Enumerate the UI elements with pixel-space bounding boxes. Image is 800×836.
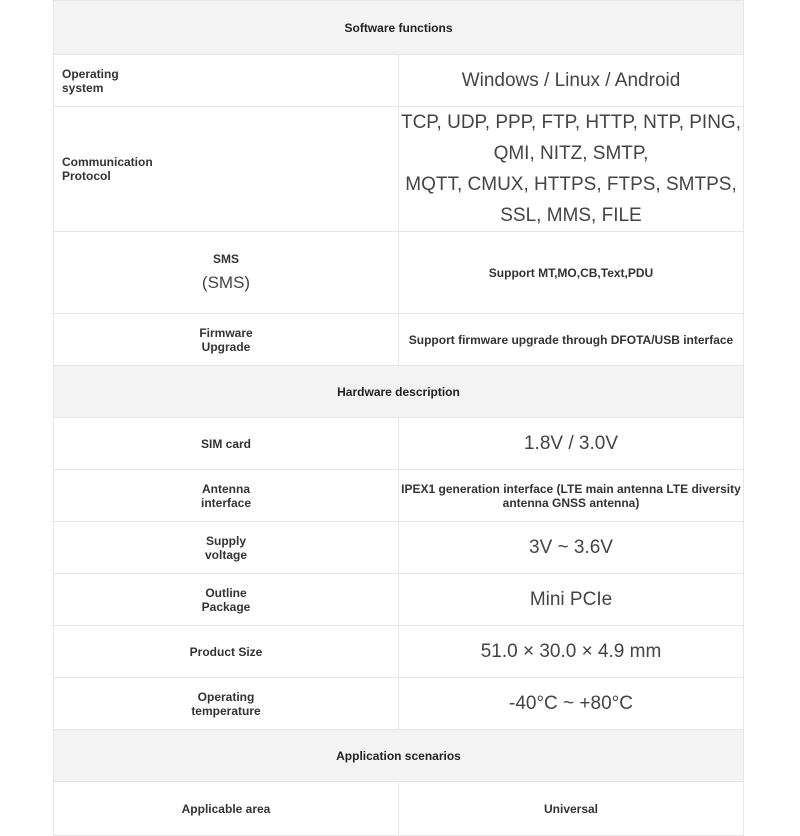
- label-line: Package: [201, 599, 251, 614]
- protocol-line: TCP, UDP, PPP, FTP, HTTP, NTP, PING, QMI, NITZ, SMTP,: [400, 112, 741, 164]
- label-line: Upgrade: [201, 339, 251, 354]
- row-value-operating-temperature: -40°C ~ +80°C: [399, 678, 744, 730]
- label-line: Antenna: [202, 481, 250, 496]
- row-product-size: [54, 626, 744, 678]
- row-label-sms: [54, 232, 399, 314]
- row-operating-temperature: [54, 678, 744, 730]
- row-sms: [54, 232, 744, 314]
- row-value-antenna-interface: IPEX1 generation interface (LTE main antenna LTE diversity antenna GNSS antenna): [399, 470, 744, 522]
- section-title-software: Software functions: [54, 1, 744, 55]
- label-line: Communication: [62, 155, 153, 169]
- row-value-communication-protocol: [399, 107, 744, 232]
- label-line: Outline: [205, 585, 247, 600]
- row-communication-protocol: [54, 107, 744, 232]
- section-title-application: Application scenarios: [54, 730, 744, 782]
- row-applicable-area: [54, 782, 744, 836]
- row-value-sim-card: 1.8V / 3.0V: [399, 418, 744, 470]
- row-value-operating-system: Windows / Linux / Android: [399, 55, 744, 107]
- section-header-hardware: [54, 366, 744, 418]
- label-line: SMS: [212, 251, 239, 266]
- label-line: Supply: [205, 533, 246, 548]
- row-value-outline-package: Mini PCIe: [399, 574, 744, 626]
- row-value-sms: Support MT,MO,CB,Text,PDU: [399, 232, 744, 314]
- section-header-software: [54, 1, 744, 55]
- row-label-antenna-interface: [54, 470, 399, 522]
- row-antenna-interface: [54, 470, 744, 522]
- row-label-product-size: Product Size: [54, 626, 399, 678]
- row-label-firmware-upgrade: [54, 314, 399, 366]
- row-outline-package: [54, 574, 744, 626]
- row-operating-system: [54, 55, 744, 107]
- row-label-supply-voltage: [54, 522, 399, 574]
- label-line: Firmware: [199, 325, 253, 340]
- label-line: Operating: [62, 66, 119, 81]
- label-line: system: [62, 80, 104, 95]
- row-label-operating-temperature: [54, 678, 399, 730]
- label-line: Protocol: [62, 169, 111, 183]
- label-sub: (SMS): [201, 272, 251, 292]
- label-line: Operating: [197, 689, 255, 704]
- section-title-hardware: Hardware description: [54, 366, 744, 418]
- row-value-firmware-upgrade: Support firmware upgrade through DFOTA/USB interface: [399, 314, 744, 366]
- section-header-application: [54, 730, 744, 782]
- row-sim-card: [54, 418, 744, 470]
- label-line: interface: [200, 495, 252, 510]
- label-line: voltage: [204, 547, 247, 562]
- row-value-supply-voltage: 3V ~ 3.6V: [399, 522, 744, 574]
- row-supply-voltage: [54, 522, 744, 574]
- row-label-sim-card: SIM card: [54, 418, 399, 470]
- protocol-line: MQTT, CMUX, HTTPS, FTPS, SMTPS, SSL, MMS, FILE: [405, 174, 737, 226]
- row-label-outline-package: [54, 574, 399, 626]
- label-line: temperature: [191, 703, 261, 718]
- row-value-applicable-area: Universal: [399, 782, 744, 836]
- row-label-communication-protocol: [54, 107, 399, 232]
- row-label-applicable-area: Applicable area: [54, 782, 399, 836]
- row-firmware-upgrade: [54, 314, 744, 366]
- row-label-operating-system: [54, 55, 399, 107]
- row-value-product-size: 51.0 × 30.0 × 4.9 mm: [399, 626, 744, 678]
- spec-table: [53, 0, 744, 836]
